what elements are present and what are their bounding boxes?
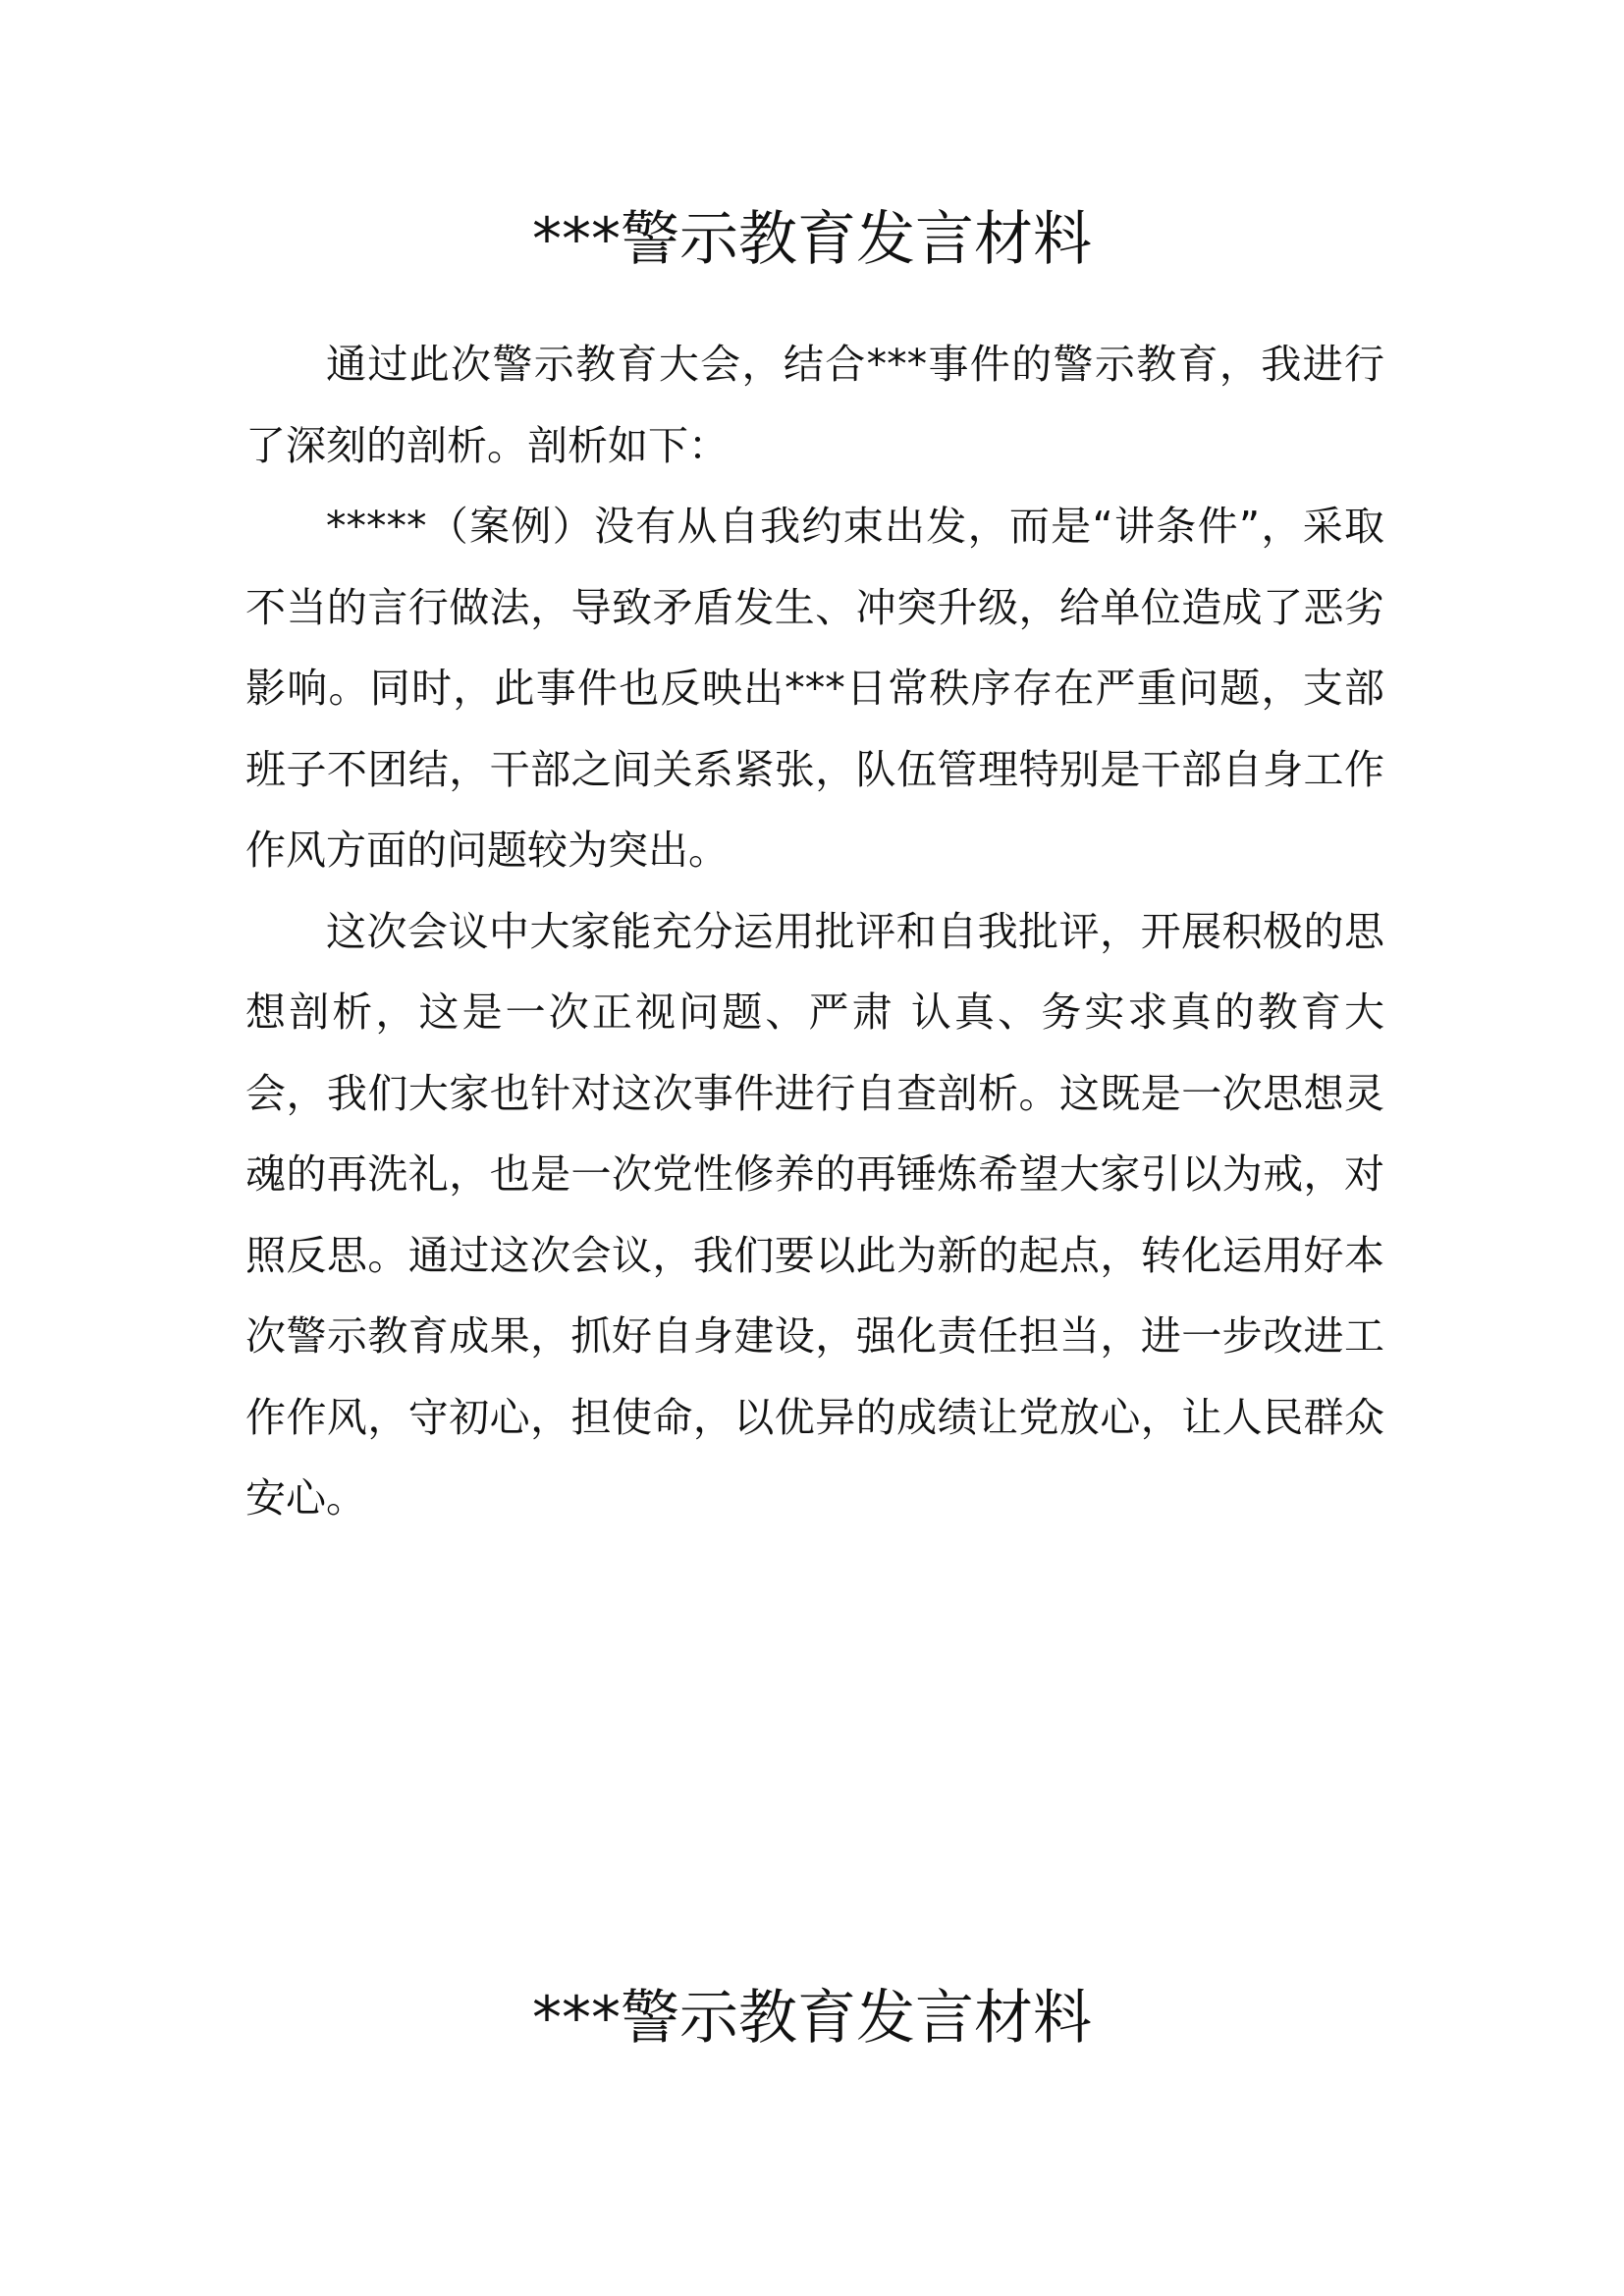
document-body [245, 324, 1384, 1539]
repeated-page-title: ***警示教育发言材料 [532, 1984, 1092, 2053]
paragraph-reflection: 这次会议中大家能充分运用批评和自我批评，开展积极的思想剖析，这是一次正视问题、严肃 认真、务实求真的教育大会，我们大家也针对这次事件进行自查剖析。这既是一次思想灵魂的再洗礼，也是一次党性修养的再锤炼希望大家引以为戒，对照反思。通过这次会议，我们要以此为新的起点，转化运用好本次警示教育成果，抓好自身建设，强化责任担当，进一步改进工作作风，守初心，担使命，以优异的成绩让党放心，让人民群众安心。 [245, 907, 1384, 1522]
paragraph-case: *****（案例）没有从自我约束出发，而是“讲条件”，采取不当的言行做法，导致矛盾发生、冲突升级，给单位造成了恶劣影响。同时，此事件也反映出***日常秩序存在严重问题，支部班子不团结，干部之间关系紧张，队伍管理特别是干部自身工作作风方面的问题较为突出。 [245, 503, 1384, 874]
paragraph-intro: 通过此次警示教育大会，结合***事件的警示教育，我进行了深刻的剖析。剖析如下： [245, 341, 1384, 469]
page-title: ***警示教育发言材料 [532, 205, 1092, 274]
